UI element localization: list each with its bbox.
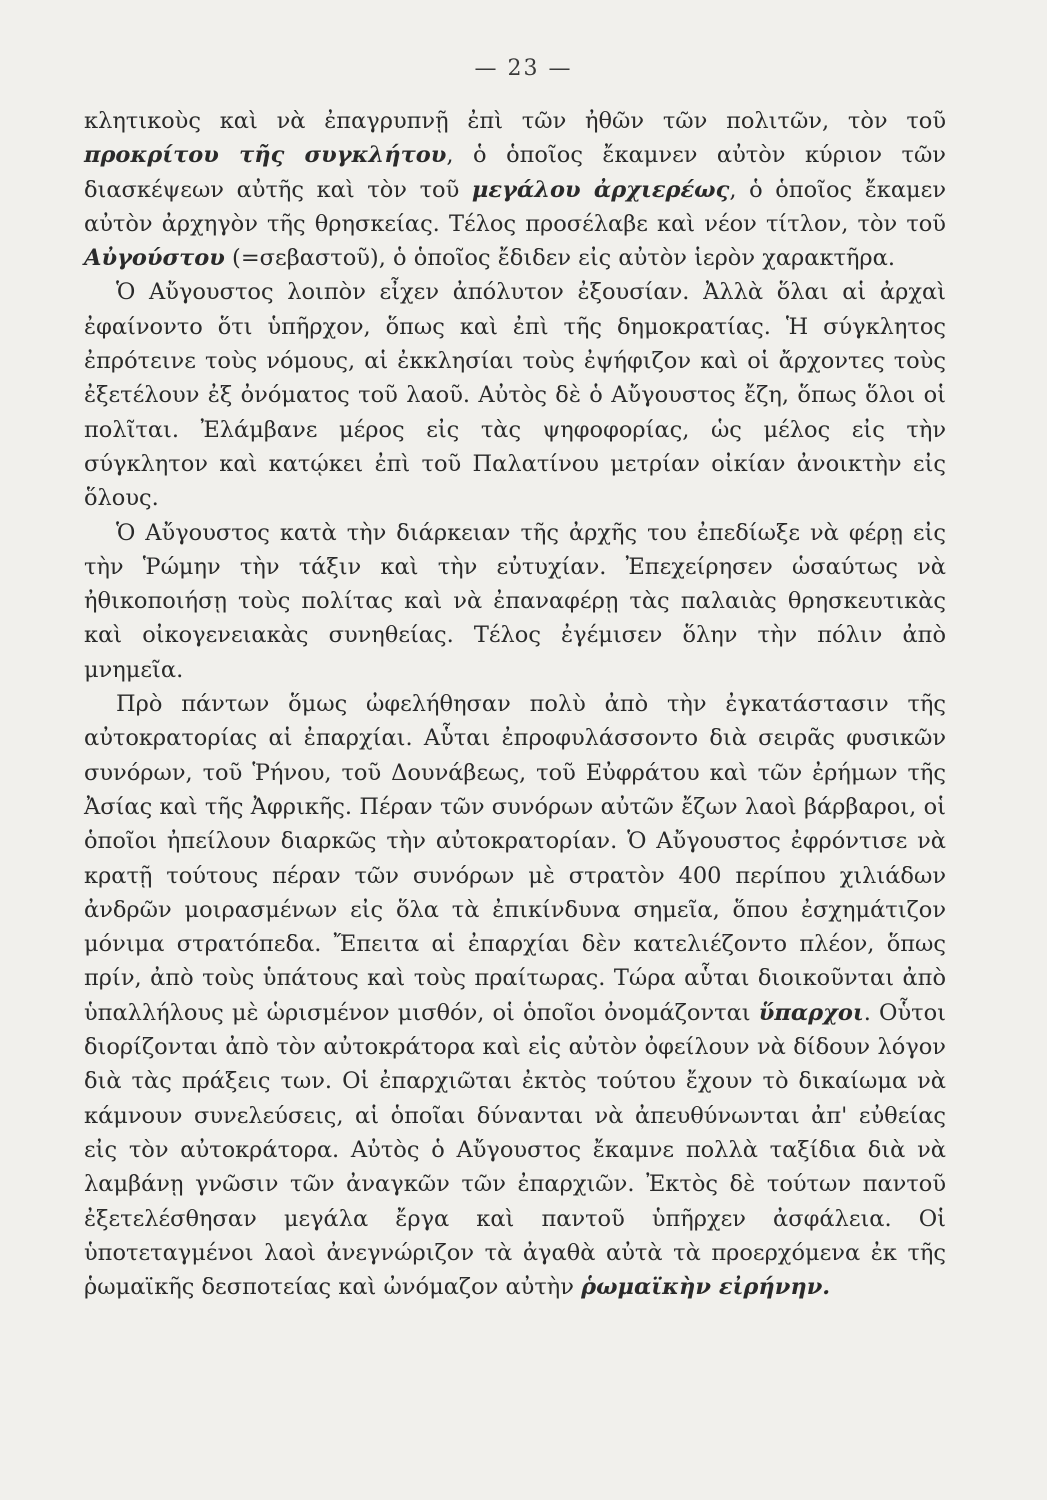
emphasized-term: ῥωμαϊκὴν εἰρήνην. <box>581 1274 831 1301</box>
paragraph <box>84 104 946 275</box>
text-run: Ὁ Αὔγουστος κατὰ τὴν διάρκειαν τῆς ἀρχῆς του ἐπεδίωξε νὰ φέρῃ εἰς τὴν Ῥώμην τὴν τάξιν καὶ τὴν εὐτυχίαν. Ἐπεχείρησεν ὡσαύτως νὰ ἠθικοποιήσῃ τοὺς πολίτας καὶ νὰ ἐπαναφέρῃ τὰς παλαιὰς θρησκευτικὰς καὶ οἰκογενειακὰς συνηθείας. Τέλος ἐγέμισεν ὅλην τὴν πόλιν ἀπὸ μνημεῖα. <box>84 519 946 683</box>
emphasized-term: ὕπαρχοι <box>758 999 864 1026</box>
text-run: κλητικοὺς καὶ νὰ ἐπαγρυπνῇ ἐπὶ τῶν ἠθῶν τῶν πολιτῶν, τὸν τοῦ <box>84 108 946 134</box>
text-run: Πρὸ πάντων ὅμως ὠφελήθησαν πολὺ ἀπὸ τὴν ἐγκατάστασιν τῆς αὐτοκρατορίας αἱ ἐπαρχίαι. Αὗται ἐπροφυλάσσοντο διὰ σειρᾶς φυσικῶν συνόρων, τοῦ Ῥήνου, τοῦ Δουνάβεως, τοῦ Εὐφράτου καὶ τῶν ἐρήμων τῆς Ἀσίας καὶ τῆς Ἀφρικῆς. Πέραν τῶν συνόρων αὐτῶν ἔζων λαοὶ βάρβαροι, οἱ ὁποῖοι ἠπείλουν διαρκῶς τὴν αὐτοκρατορίαν. Ὁ Αὔγουστος ἐφρόντισε νὰ κρατῇ τούτους πέραν τῶν συνόρων μὲ στρατὸν 400 περίπου χιλιάδων ἀνδρῶν μοιρασμένων εἰς ὅλα τὰ ἐπικίνδυνα σημεῖα, ὅπου ἐσχημάτιζον μόνιμα στρατόπεδα. Ἔπειτα αἱ ἐπαρχίαι δὲν κατελιέζοντο πλέον, ὅπως πρίν, ἀπὸ τοὺς ὑπάτους καὶ τοὺς πραίτωρας. Τώρα αὗται διοικοῦνται ἀπὸ ὑπαλλήλους μὲ ὡρισμένον μισθόν, οἱ ὁποῖοι ὀνομάζονται <box>84 691 946 1026</box>
paragraph <box>84 687 946 1304</box>
page-number: — 23 — <box>474 56 573 81</box>
emphasized-term: Αὐγούστου <box>84 245 225 272</box>
text-run: , ὁ ὁποῖος ἔκαμνεν αὐτὸν κύριον τῶν διασκέψεων αὐτῆς καὶ τὸν τοῦ <box>84 142 946 203</box>
paragraph <box>84 516 946 687</box>
text-run: Ὁ Αὔγουστος λοιπὸν εἶχεν ἀπόλυτον ἐξουσίαν. Ἀλλὰ ὅλαι αἱ ἀρχαὶ ἐφαίνοντο ὅτι ὑπῆρχον, ὅπως καὶ ἐπὶ τῆς δημοκρατίας. Ἡ σύγκλητος ἐπρότεινε τοὺς νόμους, αἱ ἐκκλησίαι τοὺς ἐψήφιζον καὶ οἱ ἄρχοντες τοὺς ἐξετέλουν ἐξ ὀνόματος τοῦ λαοῦ. Αὐτὸς δὲ ὁ Αὔγουστος ἔζη, ὅπως ὅλοι οἱ πολῖται. Ἐλάμβανε μέρος εἰς τὰς ψηφοφορίας, ὡς μέλος εἰς τὴν σύγκλητον καὶ κατῴκει ἐπὶ τοῦ Παλατίνου μετρίαν οἰκίαν ἀνοικτὴν εἰς ὅλους. <box>84 279 946 512</box>
text-run: . Οὗτοι διορίζονται ἀπὸ τὸν αὐτοκράτορα καὶ εἰς αὐτὸν ὀφείλουν νὰ δίδουν λόγον διὰ τὰς πράξεις των. Οἱ ἐπαρχιῶται ἐκτὸς τούτου ἔχουν τὸ δικαίωμα νὰ κάμνουν συνελεύσεις, αἱ ὁποῖαι δύνανται νὰ ἀπευθύνωνται ἀπ' εὐθείας εἰς τὸν αὐτοκράτορα. Αὐτὸς ὁ Αὔγουστος ἔκαμνε πολλὰ ταξίδια διὰ νὰ λαμβάνῃ γνῶσιν τῶν ἀναγκῶν τῶν ἐπαρχιῶν. Ἐκτὸς δὲ τούτων παντοῦ ἐξετελέσθησαν μεγάλα ἔργα καὶ παντοῦ ὑπῆρχεν ἀσφάλεια. Οἱ ὑποτεταγμένοι λαοὶ ἀνεγνώριζον τὰ ἀγαθὰ αὐτὰ τὰ προερχόμενα ἐκ τῆς ῥωμαϊκῆς δεσποτείας καὶ ὠνόμαζον αὐτὴν <box>84 999 946 1301</box>
paragraph <box>84 275 946 515</box>
text-run: , ὁ ὁποῖος ἔκαμεν αὐτὸν ἀρχηγὸν τῆς θρησκείας. Τέλος προσέλαβε καὶ νέον τίτλον, τὸν τοῦ <box>84 176 947 237</box>
emphasized-term: προκρίτου τῆς συγκλήτου <box>84 142 447 169</box>
text-run: (=σεβαστοῦ), ὁ ὁποῖος ἔδιδεν εἰς αὐτὸν ἱερὸν χαρακτῆρα. <box>224 245 896 272</box>
body-text <box>84 104 946 1304</box>
emphasized-term: μεγάλου ἀρχιερέως <box>471 176 730 203</box>
